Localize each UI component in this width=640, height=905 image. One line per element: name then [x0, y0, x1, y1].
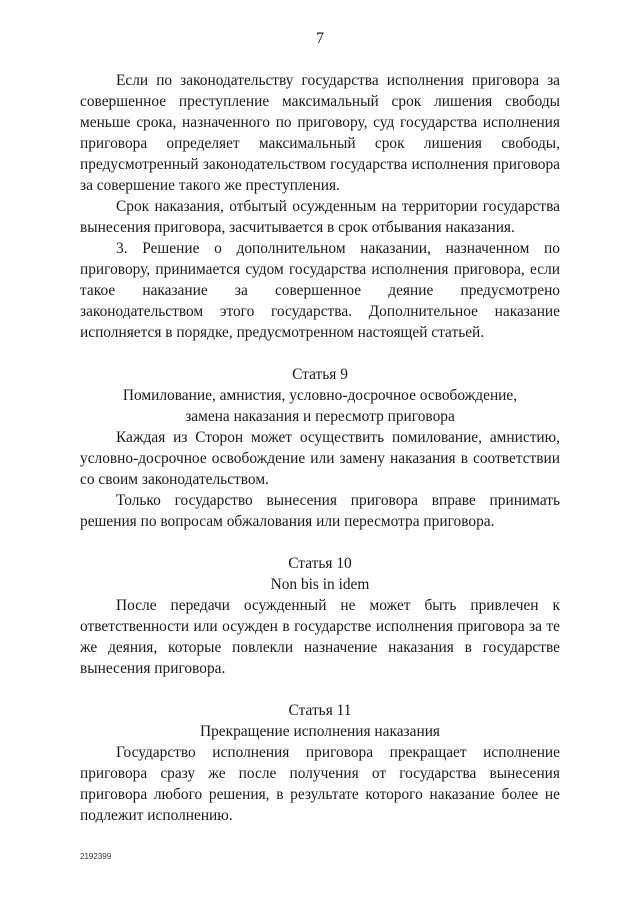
article-11-paragraph: Государство исполнения приговора прекращает исполнение приговора сразу же после получения от государства вынесения приговора любого решения, в результате которого наказание более не подлежит исполнению.: [80, 744, 560, 824]
paragraph-term-credit: Срок наказания, отбытый осужденным на территории государства вынесения приговора, засчитывается в срок отбывания наказания.: [80, 198, 560, 236]
article-11-number: Статья 11: [288, 702, 352, 719]
article-9-title-line-2: замена наказания и пересмотр приговора: [185, 408, 455, 425]
article-10-title: Non bis in idem: [270, 576, 370, 593]
page-number: 7: [316, 30, 324, 47]
article-10-number: Статья 10: [288, 555, 352, 572]
article-10-paragraph: После передачи осужденный не может быть привлечен к ответственности или осужден в государстве исполнения приговора за те же деяния, которые повлекли назначение наказания в государстве вынесения приговора.: [80, 597, 560, 677]
article-9-title-line-1: Помилование, амнистия, условно-досрочное освобождение,: [122, 387, 518, 404]
document-code: 2192399: [80, 852, 112, 861]
paragraph-additional-punishment: 3. Решение о дополнительном наказании, назначенном по приговору, принимается судом государства исполнения приговора, если такое наказание за совершенное деяние предусмотрено законодательством этого государства. Дополнительное наказание исполняется в порядке, предусмотренном настоящей статьей.: [80, 240, 560, 341]
article-11-title: Прекращение исполнения наказания: [199, 723, 441, 740]
article-9-paragraph-pardon: Каждая из Сторон может осуществить помилование, амнистию, условно-досрочное освобождение или замену наказания в соответствии со своим законодательством.: [80, 429, 560, 488]
article-9-number: Статья 9: [292, 366, 348, 383]
document-body: [80, 70, 560, 826]
article-9-paragraph-appeal: Только государство вынесения приговора вправе принимать решения по вопросам обжалования или пересмотра приговора.: [80, 492, 560, 530]
paragraph-max-term: Если по законодательству государства исполнения приговора за совершенное преступление максимальный срок лишения свободы меньше срока, назначенного по приговору, суд государства исполнения приговора определяет максимальный срок лишения свободы, предусмотренный законодательством государства исполнения приговора за совершение такого же преступления.: [80, 72, 560, 194]
